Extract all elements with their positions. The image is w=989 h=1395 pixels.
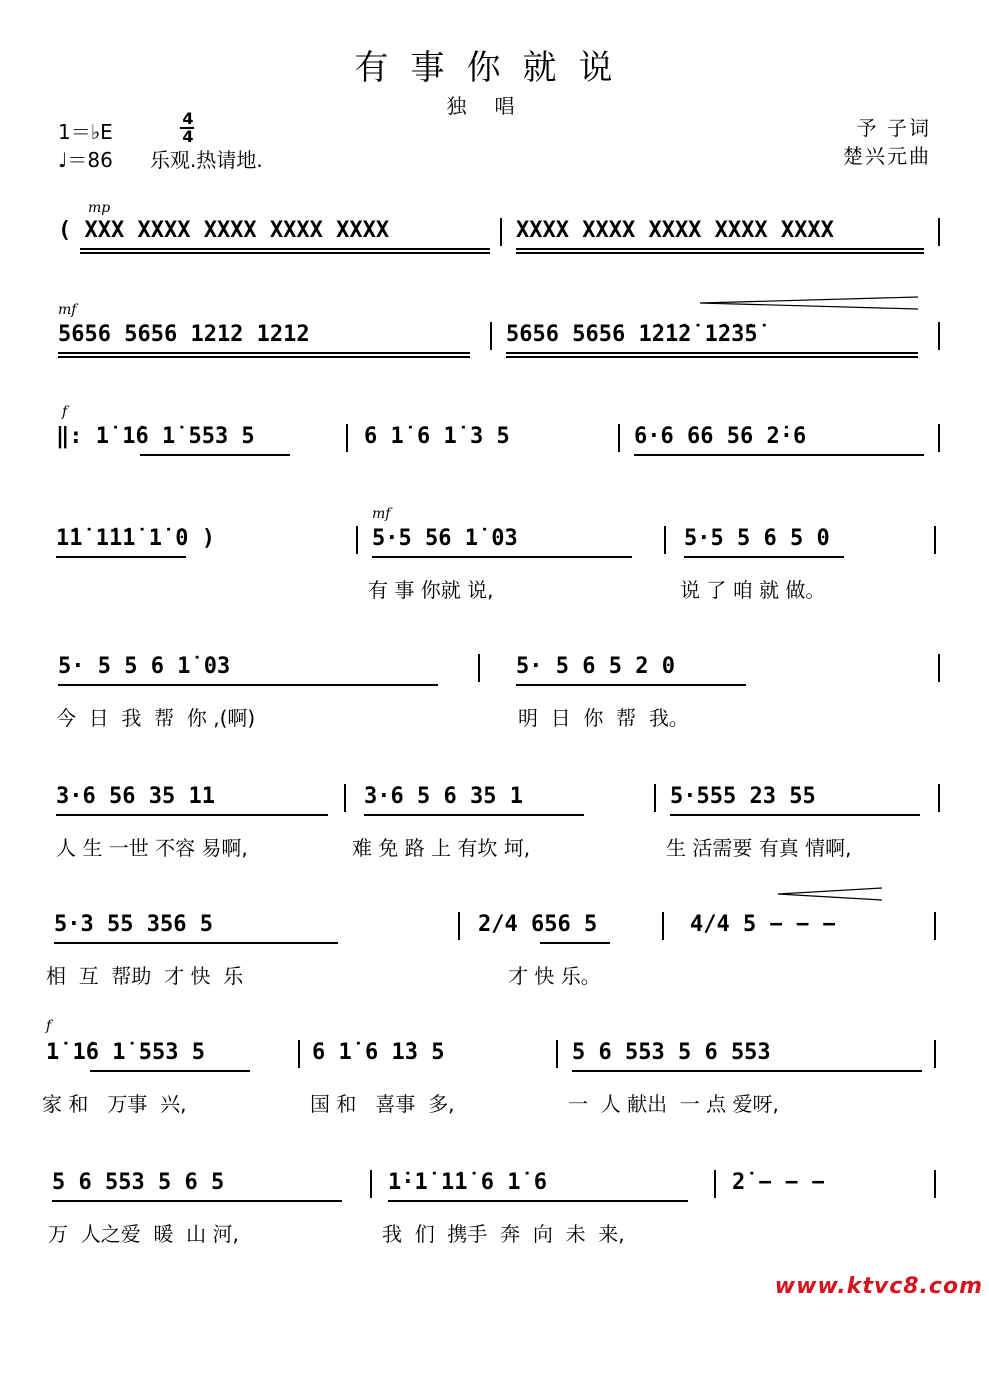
measure: 5 6 553 5 6 5 bbox=[52, 1170, 225, 1195]
measure: 3·6 5 6 35 1 bbox=[364, 784, 523, 809]
lyric-text: 家 和 万事 兴, bbox=[42, 1092, 187, 1116]
measure: 5·5 5 6 5 0 bbox=[684, 526, 830, 551]
measure: 2̇ − − − bbox=[732, 1170, 825, 1195]
barline bbox=[934, 1040, 936, 1068]
measure: 1̇·1̇ 1̇1̇ 6 1̇ 6 bbox=[388, 1170, 547, 1195]
lyric-line-4 bbox=[0, 574, 989, 646]
beam bbox=[58, 684, 438, 686]
beam bbox=[58, 352, 470, 354]
barline bbox=[938, 784, 940, 812]
song-title: 有事你就说 bbox=[354, 48, 635, 88]
score-line-1 bbox=[0, 218, 989, 252]
lyric-text: 难 免 路 上 有坎 坷, bbox=[352, 836, 531, 860]
barline bbox=[934, 912, 936, 940]
lyric-line-7 bbox=[0, 960, 989, 1032]
measure: 2/4 656 5 bbox=[478, 912, 598, 937]
measure: 5·3 55 356 5 bbox=[54, 912, 213, 937]
beam bbox=[516, 248, 924, 250]
lyric-text: 相 互 帮助 才 快 乐 bbox=[46, 964, 244, 988]
barline bbox=[370, 1170, 372, 1198]
beam bbox=[54, 942, 338, 944]
lyric-text: 有 事 你就 说, bbox=[368, 578, 494, 602]
measure: 6 1̇ 6 1̇ 3 5 bbox=[364, 424, 510, 449]
barline bbox=[356, 526, 358, 554]
beam bbox=[540, 942, 610, 944]
crescendo-hairpin bbox=[700, 296, 920, 310]
beam bbox=[516, 252, 924, 254]
lyric-text: 万 人之爱 暖 山 河, bbox=[48, 1222, 239, 1246]
beam bbox=[80, 252, 490, 254]
barline bbox=[934, 1170, 936, 1198]
barline bbox=[714, 1170, 716, 1198]
beam bbox=[52, 1200, 342, 1202]
score-line-9 bbox=[0, 1170, 989, 1204]
beam bbox=[572, 1070, 922, 1072]
measure: 1̇ 1̇6 1̇ 553 5 bbox=[46, 1040, 205, 1065]
score-line-4 bbox=[0, 526, 989, 560]
lyric-text: 我 们 携手 奔 向 未 来, bbox=[382, 1222, 625, 1246]
time-signature-denominator: 4 bbox=[182, 127, 194, 146]
dynamic-f-chorus: f bbox=[46, 1018, 52, 1034]
lyric-text: 今 日 我 帮 你 ,(啊) bbox=[56, 706, 256, 730]
lyric-text: 才 快 乐。 bbox=[508, 964, 601, 988]
barline bbox=[934, 526, 936, 554]
barline bbox=[478, 654, 480, 682]
barline bbox=[344, 784, 346, 812]
beam bbox=[516, 684, 746, 686]
expression-marking: 乐观.热请地. bbox=[150, 148, 263, 172]
measure: 6 1̇ 6 1̇3 5 bbox=[312, 1040, 445, 1065]
measure: 6·6 66 56 2̇·6 bbox=[634, 424, 807, 449]
time-signature bbox=[180, 109, 196, 146]
key-signature: 1＝♭E bbox=[58, 120, 113, 144]
lyric-text: 人 生 一世 不容 易啊, bbox=[56, 836, 248, 860]
measure: 5·5 56 1̇ 03 bbox=[372, 526, 518, 551]
beam bbox=[670, 814, 920, 816]
measure: 1̇1̇ 1̇1̇1̇ 1̇ 0 ) bbox=[56, 526, 215, 551]
lyric-text: 国 和 喜事 多, bbox=[310, 1092, 455, 1116]
beam bbox=[364, 814, 584, 816]
measure: 5 6 553 5 6 553 bbox=[572, 1040, 771, 1065]
barline bbox=[938, 322, 940, 350]
measure: 5· 5 5 6 1̇ 03 bbox=[58, 654, 231, 679]
score-line-8 bbox=[0, 1040, 989, 1074]
dynamic-mf-vocal: mf bbox=[372, 506, 391, 522]
lyric-line-5 bbox=[0, 702, 989, 774]
measure: ( XXX XXXX XXXX XXXX XXXX bbox=[58, 218, 390, 243]
beam bbox=[80, 248, 490, 250]
beam bbox=[56, 556, 186, 558]
tempo-marking: ♩＝86 bbox=[58, 148, 113, 172]
dynamic-f: f bbox=[62, 404, 68, 420]
measure: XXXX XXXX XXXX XXXX XXXX bbox=[516, 218, 834, 243]
composer-credit: 楚兴元曲 bbox=[843, 144, 931, 168]
song-subtitle: 独唱 bbox=[446, 94, 543, 118]
site-watermark: www.ktvc8.com bbox=[774, 1274, 983, 1299]
beam bbox=[634, 454, 924, 456]
barline bbox=[664, 526, 666, 554]
beam bbox=[90, 1070, 250, 1072]
beam bbox=[506, 352, 918, 354]
barline bbox=[654, 784, 656, 812]
measure: 5656 5656 1̇2̇1̇2̇ 1̇2̇3̇5̇ bbox=[506, 322, 758, 347]
beam bbox=[56, 814, 328, 816]
measure: 5656 5656 1212 1212 bbox=[58, 322, 310, 347]
beam bbox=[58, 356, 470, 358]
beam bbox=[684, 556, 844, 558]
time-signature-numerator: 4 bbox=[182, 109, 194, 128]
beam bbox=[388, 1200, 688, 1202]
measure: 4/4 5 − − − bbox=[690, 912, 836, 937]
lyric-text: 说 了 咱 就 做。 bbox=[680, 578, 826, 602]
lyricist-credit: 予 子词 bbox=[856, 116, 931, 140]
beam bbox=[140, 454, 290, 456]
beam bbox=[372, 556, 632, 558]
barline bbox=[490, 322, 492, 350]
dynamic-mf: mf bbox=[58, 302, 77, 318]
barline bbox=[938, 654, 940, 682]
beam bbox=[506, 356, 918, 358]
barline bbox=[938, 424, 940, 452]
score-line-5 bbox=[0, 654, 989, 688]
score-line-2 bbox=[0, 322, 989, 356]
dynamic-mp: mp bbox=[88, 200, 111, 216]
measure: 5· 5 6 5 2 0 bbox=[516, 654, 675, 679]
barline bbox=[938, 218, 940, 246]
barline bbox=[298, 1040, 300, 1068]
score-line-7 bbox=[0, 912, 989, 946]
lyric-text: 明 日 你 帮 我。 bbox=[518, 706, 689, 730]
barline bbox=[662, 912, 664, 940]
measure: ‖: 1̇ 1̇6 1̇ 553 5 bbox=[56, 424, 255, 449]
lyric-text: 一 人 献出 一 点 爱呀, bbox=[568, 1092, 779, 1116]
barline bbox=[500, 218, 502, 246]
barline bbox=[346, 424, 348, 452]
lyric-text: 生 活需要 有真 情啊, bbox=[666, 836, 852, 860]
score-line-6 bbox=[0, 784, 989, 818]
measure: 3·6 56 35 11 bbox=[56, 784, 215, 809]
barline bbox=[458, 912, 460, 940]
barline bbox=[556, 1040, 558, 1068]
measure: 5·555 23 55 bbox=[670, 784, 816, 809]
score-line-3 bbox=[0, 424, 989, 458]
barline bbox=[618, 424, 620, 452]
